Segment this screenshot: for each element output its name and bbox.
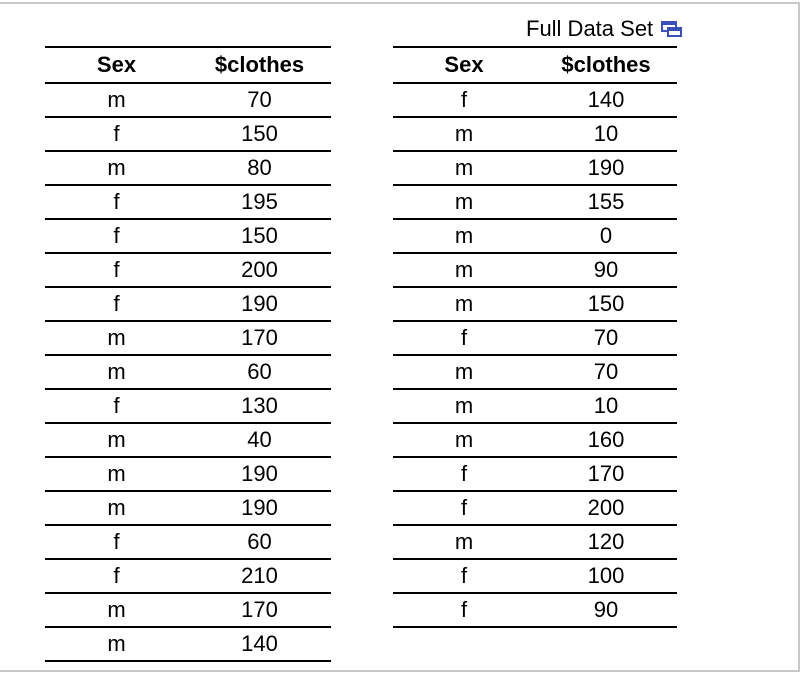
cell-clothes: 190: [188, 287, 331, 321]
cell-sex: f: [45, 253, 188, 287]
cell-sex: f: [393, 491, 535, 525]
cell-clothes: 130: [188, 389, 331, 423]
right-table-body: [393, 83, 677, 627]
cell-clothes: 70: [535, 355, 677, 389]
cell-clothes: 10: [535, 117, 677, 151]
cell-sex: m: [393, 117, 535, 151]
cell-sex: f: [393, 559, 535, 593]
table-row: [45, 389, 331, 423]
cell-sex: m: [393, 253, 535, 287]
table-row: [45, 83, 331, 117]
table-header-row: [393, 47, 677, 83]
cell-clothes: 40: [188, 423, 331, 457]
table-row: [45, 321, 331, 355]
cell-sex: f: [393, 593, 535, 627]
cell-clothes: 0: [535, 219, 677, 253]
column-header-sex: Sex: [45, 47, 188, 83]
table-row: [45, 525, 331, 559]
cell-clothes: 210: [188, 559, 331, 593]
cell-clothes: 80: [188, 151, 331, 185]
cell-sex: m: [393, 287, 535, 321]
table-row: [45, 491, 331, 525]
table-row: [45, 457, 331, 491]
column-header-clothes: $clothes: [188, 47, 331, 83]
popup-window-icon[interactable]: [661, 20, 683, 38]
table-row: [393, 389, 677, 423]
cell-sex: m: [45, 491, 188, 525]
cell-clothes: 170: [188, 321, 331, 355]
table-row: [393, 457, 677, 491]
cell-sex: m: [393, 525, 535, 559]
cell-clothes: 150: [535, 287, 677, 321]
cell-sex: f: [45, 287, 188, 321]
cell-clothes: 70: [535, 321, 677, 355]
cell-clothes: 200: [535, 491, 677, 525]
table-row: [45, 559, 331, 593]
table-row: [45, 185, 331, 219]
left-table-body: [45, 83, 331, 661]
cell-clothes: 170: [535, 457, 677, 491]
table-row: [393, 117, 677, 151]
table-row: [45, 287, 331, 321]
full-data-set-link[interactable]: [526, 16, 683, 42]
table-row: [45, 423, 331, 457]
cell-sex: m: [45, 423, 188, 457]
table-row: [393, 491, 677, 525]
table-row: [45, 355, 331, 389]
cell-sex: f: [45, 117, 188, 151]
cell-clothes: 70: [188, 83, 331, 117]
table-row: [45, 151, 331, 185]
cell-sex: f: [393, 321, 535, 355]
cell-clothes: 155: [535, 185, 677, 219]
cell-sex: f: [45, 185, 188, 219]
table-header-row: [45, 47, 331, 83]
right-data-table: [393, 46, 677, 628]
table-row: [393, 559, 677, 593]
table-row: [393, 423, 677, 457]
table-row: [393, 253, 677, 287]
cell-sex: f: [393, 83, 535, 117]
table-row: [45, 253, 331, 287]
cell-clothes: 90: [535, 593, 677, 627]
cell-clothes: 140: [535, 83, 677, 117]
cell-sex: m: [393, 389, 535, 423]
cell-sex: m: [45, 321, 188, 355]
left-data-table: [45, 46, 331, 662]
full-data-set-label: Full Data Set: [526, 16, 654, 41]
table-row: [393, 321, 677, 355]
cell-clothes: 150: [188, 219, 331, 253]
cell-clothes: 100: [535, 559, 677, 593]
table-row: [393, 593, 677, 627]
cell-sex: m: [45, 457, 188, 491]
cell-sex: m: [393, 151, 535, 185]
cell-clothes: 200: [188, 253, 331, 287]
cell-clothes: 60: [188, 525, 331, 559]
cell-clothes: 195: [188, 185, 331, 219]
column-header-clothes: $clothes: [535, 47, 677, 83]
table-row: [45, 219, 331, 253]
cell-sex: f: [45, 219, 188, 253]
cell-sex: f: [45, 559, 188, 593]
cell-sex: m: [45, 83, 188, 117]
table-row: [393, 287, 677, 321]
cell-sex: f: [45, 389, 188, 423]
table-row: [393, 83, 677, 117]
table-row: [393, 525, 677, 559]
cell-clothes: 150: [188, 117, 331, 151]
cell-clothes: 90: [535, 253, 677, 287]
table-row: [45, 117, 331, 151]
cell-sex: m: [393, 185, 535, 219]
cell-sex: m: [45, 593, 188, 627]
cell-sex: m: [393, 423, 535, 457]
cell-clothes: 190: [535, 151, 677, 185]
cell-clothes: 60: [188, 355, 331, 389]
cell-clothes: 170: [188, 593, 331, 627]
column-header-sex: Sex: [393, 47, 535, 83]
cell-clothes: 190: [188, 491, 331, 525]
table-row: [45, 627, 331, 661]
cell-sex: f: [45, 525, 188, 559]
cell-clothes: 10: [535, 389, 677, 423]
cell-sex: f: [393, 457, 535, 491]
cell-sex: m: [393, 219, 535, 253]
cell-sex: m: [393, 355, 535, 389]
cell-clothes: 160: [535, 423, 677, 457]
table-row: [393, 355, 677, 389]
table-row: [393, 151, 677, 185]
table-row: [45, 593, 331, 627]
table-row: [393, 185, 677, 219]
cell-sex: m: [45, 151, 188, 185]
cell-clothes: 120: [535, 525, 677, 559]
cell-sex: m: [45, 627, 188, 661]
cell-clothes: 190: [188, 457, 331, 491]
cell-clothes: 140: [188, 627, 331, 661]
cell-sex: m: [45, 355, 188, 389]
table-row: [393, 219, 677, 253]
